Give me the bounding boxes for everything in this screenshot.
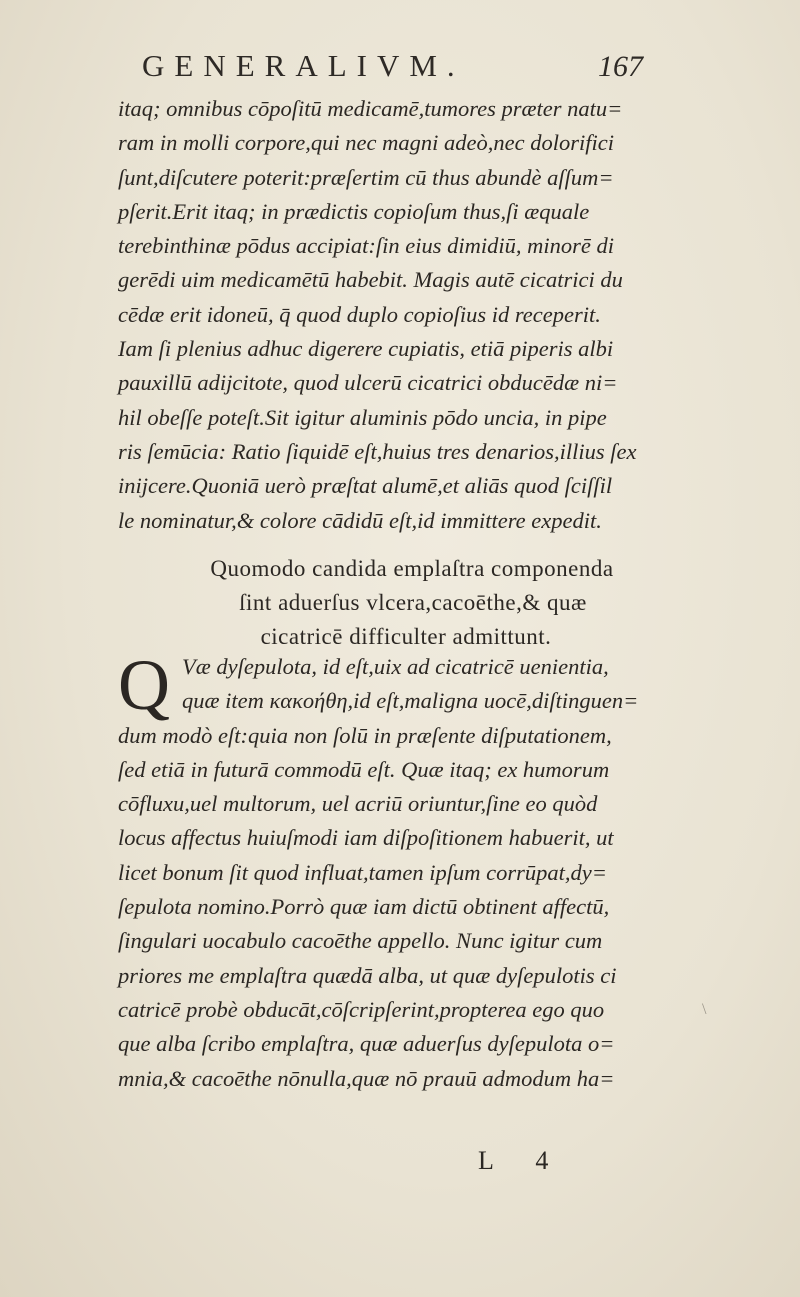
text-line: le nominatur,& colore cādidū eſt,id immittere expedit. bbox=[118, 507, 602, 533]
page-number: 167 bbox=[598, 50, 643, 83]
running-head-title: GENERALIVM. bbox=[142, 48, 465, 83]
text-line: catricē probè obducāt,cōſcripſerint,propterea ego quo bbox=[118, 996, 605, 1022]
text-line: locus affectus huiuſmodi iam diſpoſitionem habuerit, ut bbox=[118, 825, 614, 851]
text-line: quæ item κακοήθη,id eſt,maligna uocē,diſtinguen= bbox=[182, 688, 639, 714]
text-line: licet bonum ſit quod influat,tamen ipſum corrūpat,dy= bbox=[118, 859, 607, 885]
text-line: terebinthinæ pōdus accipiat:ſin eius dimidiū, minorē di bbox=[118, 233, 614, 259]
section-heading-line: cicatricē difficulter admittunt. bbox=[260, 624, 552, 649]
text-line: ris ſemūcia: Ratio ſiquidē eſt,huius tres denarios,illius ſex bbox=[118, 438, 637, 464]
section-heading-line: Quomodo candida emplaſtra componenda bbox=[210, 556, 614, 581]
text-line: ſunt,diſcutere poterit:præſertim cū thus abundè aſſum= bbox=[118, 164, 614, 190]
margin-mark: \ bbox=[702, 1001, 707, 1018]
section-heading bbox=[0, 552, 800, 654]
text-line: mnia,& cacoēthe nōnulla,quæ nō prauū admodum ha= bbox=[118, 1065, 615, 1091]
signature-mark: L 4 bbox=[478, 1146, 567, 1175]
text-line: Væ dyſepulota, id eſt,uix ad cicatricē uenientia, bbox=[182, 654, 609, 679]
drop-cap-initial: Q bbox=[118, 645, 170, 725]
text-line: inijcere.Quoniā uerò præſtat alumē,et aliās quod ſciſſil bbox=[118, 473, 613, 499]
running-head bbox=[0, 46, 800, 86]
text-line: ram in molli corpore,qui nec magni adeò,nec dolorifici bbox=[118, 130, 614, 156]
text-line: ſed etiā in futurā commodū eſt. Quæ itaq; ex humorum bbox=[118, 756, 610, 782]
text-line: ſepulota nomino.Porrò quæ iam dictū obtinent affectū, bbox=[118, 894, 610, 920]
text-line: que alba ſcribo emplaſtra, quæ aduerſus dyſepulota o= bbox=[118, 1031, 615, 1057]
paragraph-2 bbox=[118, 645, 639, 1096]
text-line: Iam ſi plenius adhuc digerere cupiatis, etiā piperis albi bbox=[118, 336, 614, 362]
text-line: priores me emplaſtra quædā alba, ut quæ dyſepulotis ci bbox=[118, 962, 617, 988]
text-line: gerēdi uim medicamētū habebit. Magis autē cicatrici du bbox=[118, 267, 623, 293]
text-line: pſerit.Erit itaq; in prædictis copioſum thus,ſi æquale bbox=[118, 198, 590, 224]
text-line: pauxillū adijcitote, quod ulcerū cicatrici obducēdæ ni= bbox=[118, 370, 618, 396]
paragraph-1 bbox=[118, 92, 638, 538]
text-line: ſingulari uocabulo cacoēthe appello. Nunc igitur cum bbox=[118, 928, 603, 954]
text-line: hil obeſſe poteſt.Sit igitur aluminis pōdo uncia, in pipe bbox=[118, 404, 607, 430]
text-line: cēdæ erit idoneū, q̄ quod duplo copioſius id receperit. bbox=[118, 301, 601, 327]
text-line: itaq; omnibus cōpoſitū medicamē,tumores præter natu= bbox=[118, 96, 623, 121]
text-line: dum modò eſt:quia non ſolū in præſente diſputationem, bbox=[118, 722, 612, 748]
section-heading-line: ſint aduerſus vlcera,cacoēthe,& quæ bbox=[239, 590, 587, 615]
text-line: cōfluxu,uel multorum, uel acriū oriuntur,ſine eo quòd bbox=[118, 791, 598, 817]
